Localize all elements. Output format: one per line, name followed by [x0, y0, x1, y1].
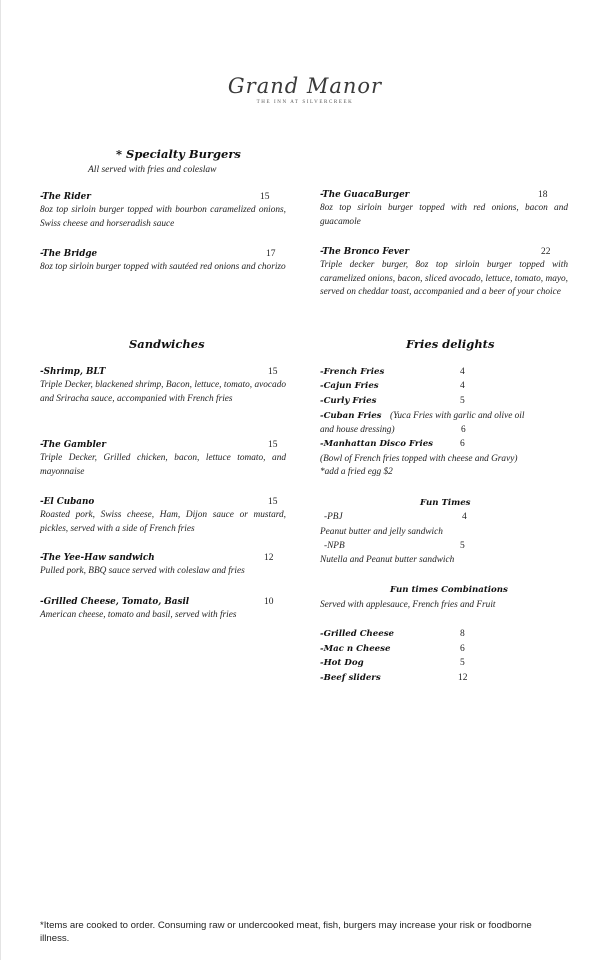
- item-price: 4: [462, 512, 467, 522]
- item-price: 12: [264, 553, 274, 563]
- menu-item: [40, 496, 286, 536]
- item-description: American cheese, tomato and basil, served with fries: [40, 610, 237, 620]
- logo-title: Grand Manor: [227, 74, 383, 98]
- menu-item: [40, 366, 286, 406]
- list-item: [320, 395, 570, 408]
- sandwiches-title: Sandwiches: [129, 337, 205, 351]
- cuban-fries-description-cont: and house dressing): [320, 425, 395, 435]
- item-price: 10: [264, 597, 274, 607]
- fun-combos-title: Fun times Combinations: [390, 585, 508, 595]
- item-name: -Hot Dog: [320, 658, 364, 668]
- item-name: -Beef sliders: [320, 673, 381, 683]
- item-price: 5: [460, 396, 465, 406]
- list-item: [320, 410, 570, 423]
- list-item: [320, 540, 570, 553]
- item-name: -Mac n Cheese: [320, 644, 391, 654]
- fun-times-title: Fun Times: [420, 498, 471, 508]
- logo-subtitle: THE INN AT SILVERCREEK: [256, 100, 354, 105]
- list-item: [320, 366, 570, 379]
- item-name: -The GuacaBurger: [320, 190, 410, 200]
- menu-item: [40, 248, 286, 275]
- pbj-description: Peanut butter and jelly sandwich: [320, 527, 443, 537]
- list-item: [320, 380, 570, 393]
- item-description: Triple Decker, Grilled chicken, bacon, lettuce tomato, and mayonnaise: [40, 453, 286, 477]
- allergy-disclaimer: *Items are cooked to order. Consuming raw or undercooked meat, fish, burgers may increase your risk or foodborne illness.: [40, 920, 532, 944]
- list-item: [320, 643, 570, 656]
- item-price: 8: [460, 629, 465, 639]
- menu-item: [320, 189, 568, 229]
- item-description: Triple Decker, blackened shrimp, Bacon, lettuce, tomato, avocado and Sriracha sauce, accompanied with French fries: [40, 380, 286, 404]
- item-price: 12: [458, 673, 468, 683]
- item-name: -PBJ: [324, 512, 343, 522]
- item-price: 15: [260, 192, 270, 202]
- menu-item: [40, 552, 286, 579]
- item-price: 15: [268, 367, 278, 377]
- item-price: 5: [460, 541, 465, 551]
- item-name: -Grilled Cheese: [320, 629, 395, 639]
- item-description: 8oz top sirloin burger topped with sautéed red onions and chorizo: [40, 262, 286, 272]
- list-item: [320, 511, 570, 524]
- menu-item: [40, 191, 286, 231]
- manhattan-fries-description: (Bowl of French fries topped with cheese and Gravy): [320, 454, 518, 464]
- item-description: Triple decker burger, 8oz top sirloin burger topped with caramelized onions, bacon, sliced avocado, lettuce, tomato, mayo, served on cheddar toast, accompanied and a beer of your choice: [320, 260, 568, 297]
- menu-item: [320, 246, 568, 300]
- item-name: -Curly Fries: [320, 396, 377, 406]
- item-description: Roasted pork, Swiss cheese, Ham, Dijon sauce or mustard, pickles, served with a side of French fries: [40, 510, 286, 534]
- fried-egg-note: *add a fried egg $2: [320, 467, 393, 477]
- logo: [210, 74, 400, 112]
- item-name: -The Yee-Haw sandwich: [40, 553, 155, 563]
- item-price: 4: [460, 367, 465, 377]
- item-name: -The Bridge: [40, 249, 98, 259]
- page-edge: [0, 0, 1, 960]
- item-price: 6: [460, 644, 465, 654]
- specialty-burgers-note: All served with fries and coleslaw: [88, 165, 217, 175]
- item-price: 6: [460, 439, 465, 449]
- item-name: -NPB: [324, 541, 345, 551]
- fun-combos-note: Served with applesauce, French fries and Fruit: [320, 600, 496, 610]
- item-price: 15: [268, 440, 278, 450]
- menu-item: [40, 439, 286, 479]
- specialty-burgers-title: * Specialty Burgers: [116, 147, 241, 161]
- item-name: -Grilled Cheese, Tomato, Basil: [40, 597, 190, 607]
- cuban-fries-price: 6: [461, 425, 466, 435]
- item-name: -Shrimp, BLT: [40, 367, 106, 377]
- item-name: -Cajun Fries: [320, 381, 379, 391]
- item-price: 18: [538, 190, 548, 200]
- fries-delights-title: Fries delights: [406, 337, 495, 351]
- item-price: 15: [268, 497, 278, 507]
- item-name: -Cuban Fries: [320, 411, 382, 421]
- item-price: 5: [460, 658, 465, 668]
- item-name: -The Gambler: [40, 440, 107, 450]
- list-item: [320, 672, 570, 685]
- item-description: 8oz top sirloin burger topped with red onions, bacon and guacamole: [320, 203, 568, 227]
- list-item: [320, 438, 570, 451]
- item-description: Pulled pork, BBQ sauce served with coleslaw and fries: [40, 566, 245, 576]
- item-description: (Yuca Fries with garlic and olive oil: [390, 411, 525, 421]
- item-name: -French Fries: [320, 367, 385, 377]
- npb-description: Nutella and Peanut butter sandwich: [320, 555, 455, 565]
- item-price: 4: [460, 381, 465, 391]
- item-description: 8oz top sirloin burger topped with bourbon caramelized onions, Swiss cheese and horseradish sauce: [40, 205, 286, 229]
- item-name: -The Bronco Fever: [320, 247, 410, 257]
- menu-item: [40, 596, 286, 623]
- list-item: [320, 657, 570, 670]
- list-item: [320, 628, 570, 641]
- item-name: -El Cubano: [40, 497, 95, 507]
- item-price: 22: [541, 247, 551, 257]
- item-price: 17: [266, 249, 276, 259]
- item-name: -The Rider: [40, 192, 91, 202]
- item-name: -Manhattan Disco Fries: [320, 439, 434, 449]
